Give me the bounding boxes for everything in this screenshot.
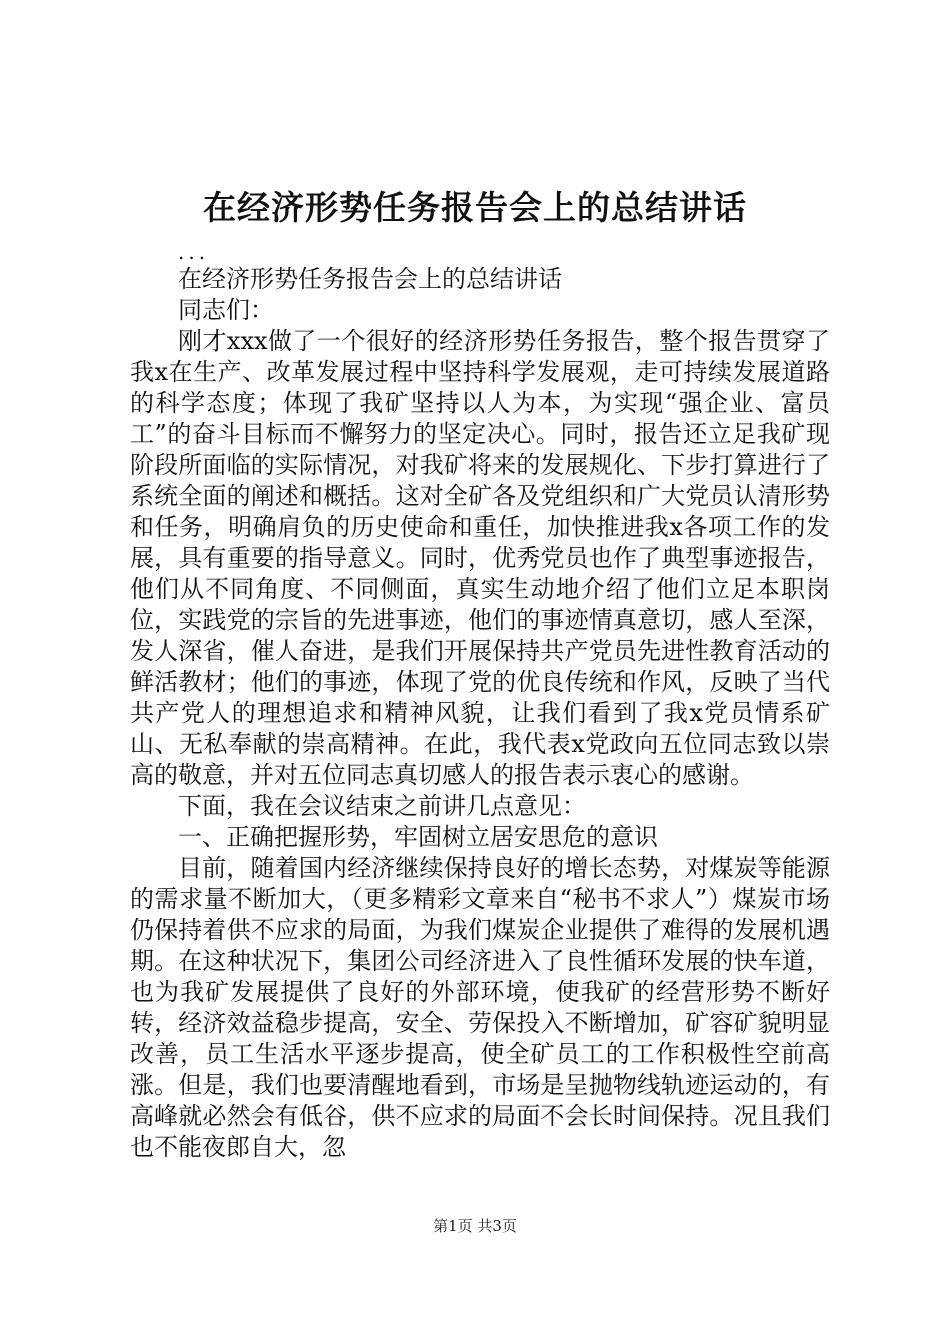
ellipsis-marker: ... bbox=[178, 240, 210, 264]
paragraph-situation: 目前，随着国内经济继续保持良好的增长态势，对煤炭等能源的需求量不断加大，（更多精彩文章来自“秘书不求人”）煤炭市场仍保持着供不应求的局面，为我们煤炭企业提供了难得的发展机遇期。在这种状况下，集团公司经济进入了良性循环发展的快车道，也为我矿发展提供了良好的外部环境，使我矿的经营形势不断好转，经济效益稳步提高，安全、劳保投入不断增加，矿容矿貌明显改善，员工生活水平逐步提高，使全矿员工的工作积极性空前高涨。但是，我们也要清醒地看到，市场是呈抛物线轨迹运动的，有高峰就必然会有低谷，供不应求的局面不会长时间保持。况且我们也不能夜郎自大，忽 bbox=[130, 854, 830, 1161]
document-title: 在经济形势任务报告会上的总结讲话 bbox=[203, 188, 747, 227]
paragraph-salutation: 同志们： bbox=[178, 296, 274, 324]
paragraph-report-review: 刚才xxx做了一个很好的经济形势任务报告，整个报告贯穿了我x在生产、改革发展过程中坚持科学发展观，走可持续发展道路的科学态度；体现了我矿坚持以人为本，为实现“强企业、富员工”的奋斗目标而不懈努力的坚定决心。同时，报告还立足我矿现阶段所面临的实际情况，对我矿将来的发展规化、下步打算进行了系统全面的阐述和概括。这对全矿各及党组织和广大党员认清形势和任务，明确肩负的历史使命和重任，加快推进我x各项工作的发展，具有重要的指导意义。同时，优秀党员也作了典型事迹报告，他们从不同角度、不同侧面，真实生动地介绍了他们立足本职岗位，实践党的宗旨的先进事迹，他们的事迹情真意切，感人至深，发人深省，催人奋进，是我们开展保持共产党员先进性教育活动的鲜活教材；他们的事迹，体现了党的优良传统和作风，反映了当代共产党人的理想追求和精神风貌，让我们看到了我x党员情系矿山、无私奉献的崇高精神。在此，我代表x党政向五位同志致以崇高的敬意，并对五位同志真切感人的报告表示衷心的感谢。 bbox=[130, 327, 830, 789]
paragraph-transition: 下面，我在会议结束之前讲几点意见： bbox=[178, 792, 586, 820]
section-heading-1: 一、正确把握形势，牢固树立居安思危的意识 bbox=[178, 823, 658, 851]
document-body bbox=[130, 240, 830, 1163]
page-number-footer: 第1页 共3页 bbox=[433, 1217, 517, 1235]
paragraph-subtitle: 在经济形势任务报告会上的总结讲话 bbox=[178, 265, 562, 293]
